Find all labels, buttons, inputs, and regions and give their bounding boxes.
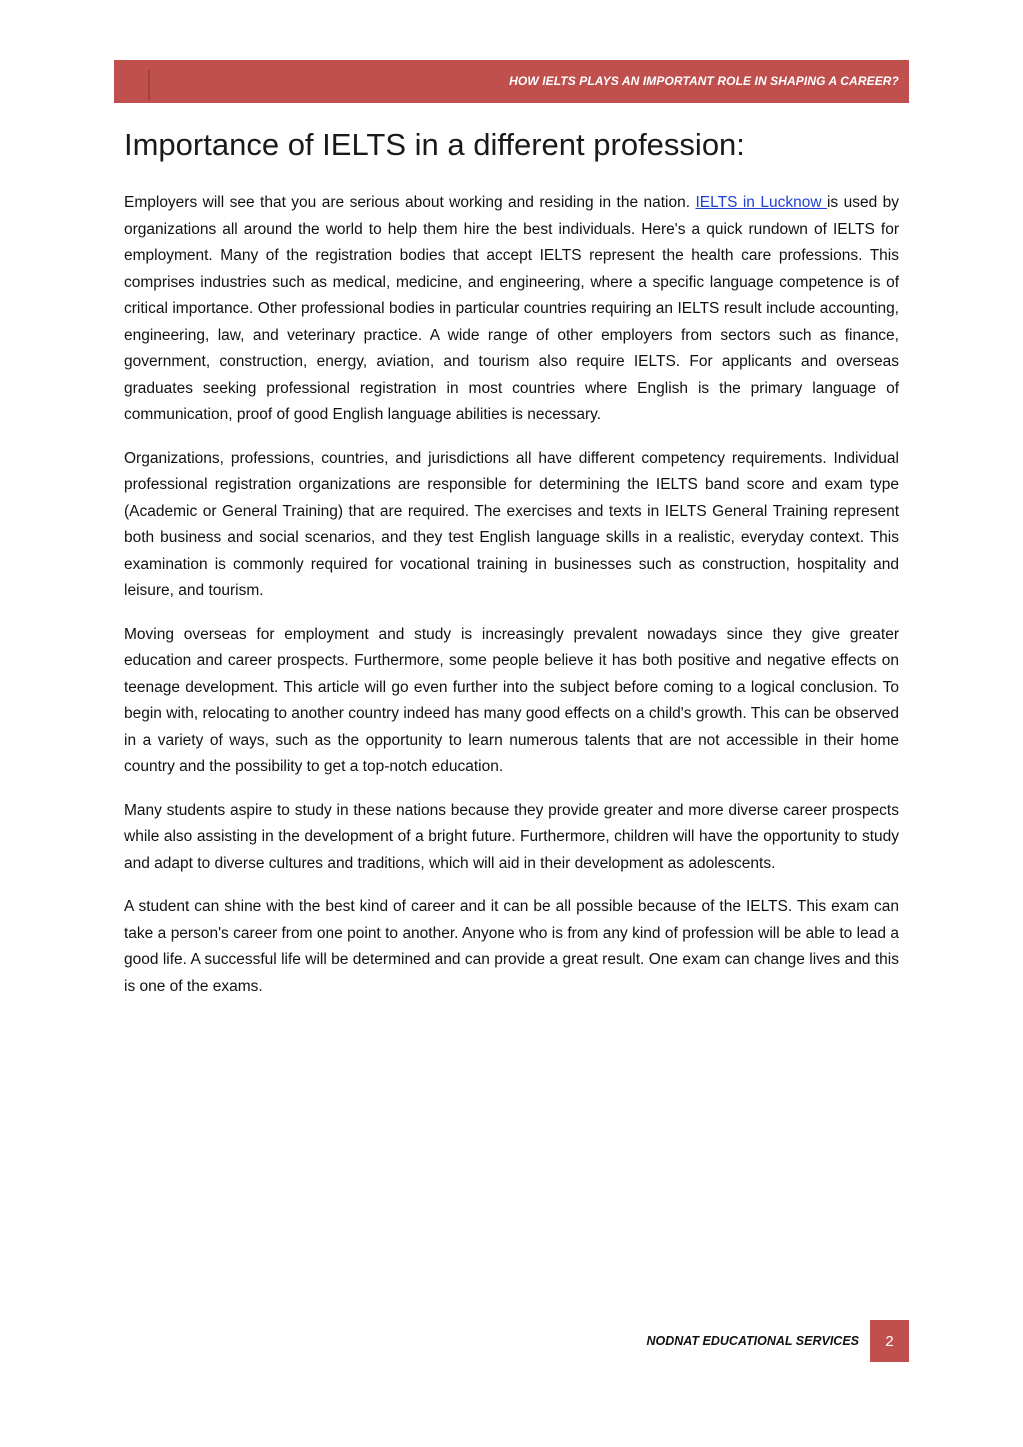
paragraph-2: Organizations, professions, countries, and jurisdictions all have different competency requirements. Individual professional registration organizations are responsible for determining the IELTS band score and exam type (Academic or General Training) that are required. The exercises and texts in IELTS General Training represent both business and social scenarios, and they test English language skills in a realistic, everyday context. This examination is commonly required for vocational training in businesses such as construction, hospitality and leisure, and tourism. xyxy=(124,449,899,599)
header-title: HOW IELTS PLAYS AN IMPORTANT ROLE IN SHAPING A CAREER? xyxy=(509,74,899,88)
page-number: 2 xyxy=(870,1320,909,1362)
paragraph-1-intro: Employers will see that you are serious about working and residing in the nation. xyxy=(124,194,696,211)
paragraph-5: A student can shine with the best kind of career and it can be all possible because of the IELTS. This exam can take a person's career from one point to another. Anyone who is from any kind of profession will be able to lead a good life. A successful life will be determined and can provide a great result. One exam can change lives and this is one of the exams. xyxy=(124,898,899,995)
paragraph-1-rest: is used by organizations all around the world to help them hire the best individuals. Here's a quick rundown of IELTS for employment. Many of the registration bodies that accept IELTS represent the health care professions. This comprises industries such as medical, medicine, and engineering, where a specific language competence is of critical importance. Other professional bodies in particular countries requiring an IELTS result include accounting, engineering, law, and veterinary practice. A wide range of other employers from sectors such as finance, government, construction, energy, aviation, and tourism also require IELTS. For applicants and overseas graduates seeking professional registration in most countries where English is the primary language of communication, proof of good English language abilities is necessary. xyxy=(124,194,899,423)
document-body xyxy=(124,190,899,1017)
page-title: Importance of IELTS in a different profession: xyxy=(124,127,745,162)
ielts-in-lucknow-link[interactable]: IELTS in Lucknow xyxy=(695,194,827,211)
header-divider xyxy=(148,70,150,100)
footer-company-name: NODNAT EDUCATIONAL SERVICES xyxy=(646,1334,859,1348)
paragraph-3: Moving overseas for employment and study is increasingly prevalent nowadays since they give greater education and career prospects. Furthermore, some people believe it has both positive and negative effects on teenage development. This article will go even further into the subject before coming to a logical conclusion. To begin with, relocating to another country indeed has many good effects on a child's growth. This can be observed in a variety of ways, such as the opportunity to learn numerous talents that are not accessible in their home country and the possibility to get a top-notch education. xyxy=(124,625,899,775)
paragraph-4: Many students aspire to study in these nations because they provide greater and more diverse career prospects while also assisting in the development of a bright future. Furthermore, children will have the opportunity to study and adapt to diverse cultures and traditions, which will aid in their development as adolescents. xyxy=(124,801,899,872)
paragraph-1 xyxy=(124,190,899,429)
header-bar xyxy=(114,60,909,103)
